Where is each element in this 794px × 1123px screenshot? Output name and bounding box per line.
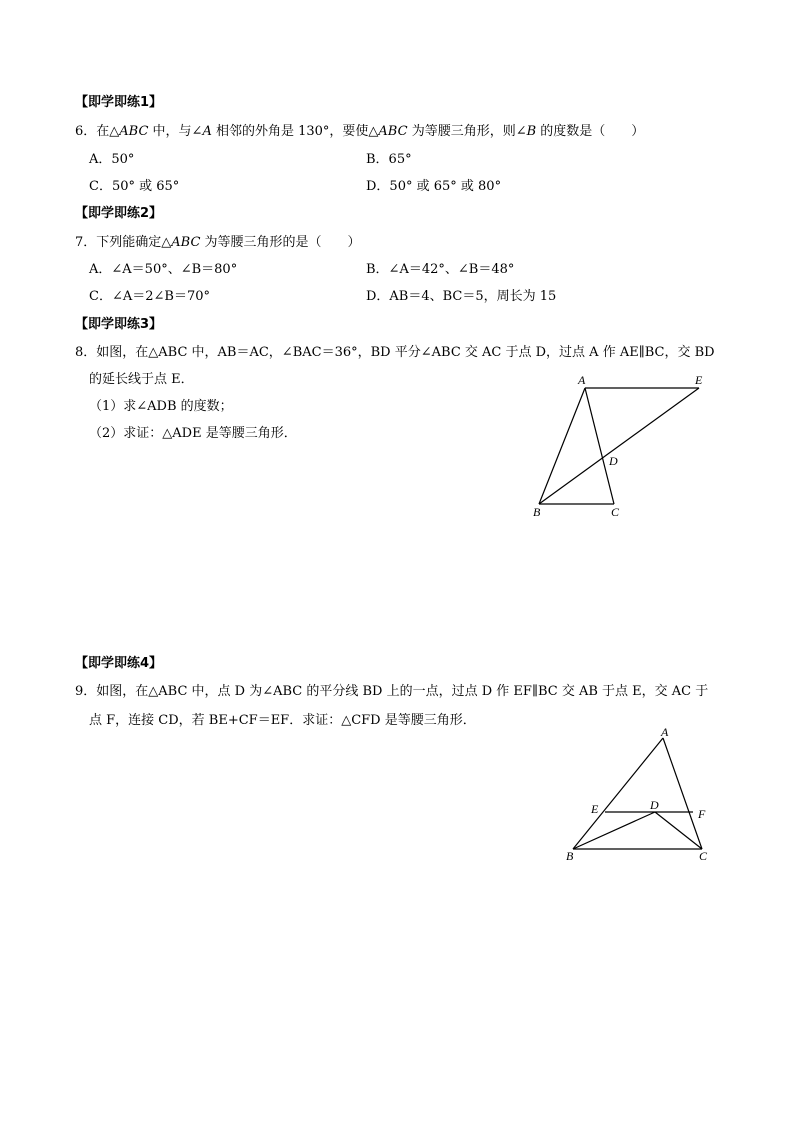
q7-option-c: C．∠A＝2∠B＝70° (89, 289, 210, 304)
q6-var: ABC (378, 124, 408, 139)
q6-text: 中，与∠ (148, 124, 203, 139)
segment-ab (573, 738, 663, 849)
section-header-3: 【即学即练3】 (75, 317, 163, 332)
point-label-a: A (661, 725, 669, 739)
point-label-e: E (695, 373, 703, 387)
q6-text: △ (109, 124, 120, 139)
point-label-b: B (533, 505, 541, 519)
q6-var: A (202, 124, 212, 139)
question-8-line-1: 8．如图，在△ABC 中，AB＝AC，∠BAC＝36°，BD 平分∠ABC 交 AC 于点 D，过点 A 作 AE∥BC，交 BD (75, 345, 715, 360)
question-7-stem (75, 235, 361, 251)
q6-text: 为等腰三角形，则∠ (407, 124, 527, 139)
triangle-figure-q8 (525, 368, 725, 523)
segment-ac (585, 388, 614, 504)
q7-var: ABC (171, 235, 201, 250)
q7-option-d: D．AB＝4、BC＝5，周长为 15 (366, 289, 557, 304)
question-8-line-2: 的延长线于点 E． (89, 372, 194, 387)
question-6-stem (75, 124, 644, 140)
q7-option-a: A．∠A＝50°、∠B＝80° (89, 262, 238, 277)
q6-option-c: C．50° 或 65° (89, 179, 180, 194)
q6-var: B (526, 124, 537, 139)
q7-text: 7．下列能确定△ (75, 235, 172, 250)
point-label-d: D (609, 454, 618, 468)
q6-option-a: A．50° (89, 152, 135, 167)
question-9-line-2: 点 F，连接 CD，若 BE+CF＝EF．求证：△CFD 是等腰三角形． (89, 713, 476, 728)
section-header-2: 【即学即练2】 (75, 206, 163, 221)
triangle-figure-q9 (560, 722, 730, 867)
point-label-d: D (650, 798, 659, 812)
q7-option-b: B．∠A＝42°、∠B＝48° (366, 262, 515, 277)
section-header-1: 【即学即练1】 (75, 95, 163, 110)
segment-bd (573, 812, 655, 849)
q6-text: 的度数是（ ） (536, 124, 645, 139)
point-label-c: C (699, 849, 708, 863)
question-9-line-1: 9．如图，在△ABC 中，点 D 为∠ABC 的平分线 BD 上的一点，过点 D 作 EF∥BC 交 AB 于点 E，交 AC 于 (75, 684, 709, 699)
q6-option-d: D．50° 或 65° 或 80° (366, 179, 502, 194)
point-label-e: E (591, 802, 599, 816)
question-8-sub-2: （2）求证：△ADE 是等腰三角形． (89, 426, 297, 441)
point-label-a: A (578, 373, 586, 387)
segment-ac (663, 738, 702, 849)
q6-option-b: B．65° (366, 152, 412, 167)
point-label-b: B (566, 849, 574, 863)
segment-be (539, 388, 699, 504)
point-label-f: F (698, 807, 706, 821)
q6-var: ABC (119, 124, 149, 139)
point-label-c: C (611, 505, 620, 519)
section-header-4: 【即学即练4】 (75, 656, 163, 671)
q7-text: 为等腰三角形的是（ ） (200, 235, 361, 250)
question-8-sub-1: （1）求∠ADB 的度数； (89, 399, 233, 414)
q6-text: 相邻的外角是 130°，要使△ (211, 124, 379, 139)
q6-text: 6．在 (75, 124, 110, 139)
